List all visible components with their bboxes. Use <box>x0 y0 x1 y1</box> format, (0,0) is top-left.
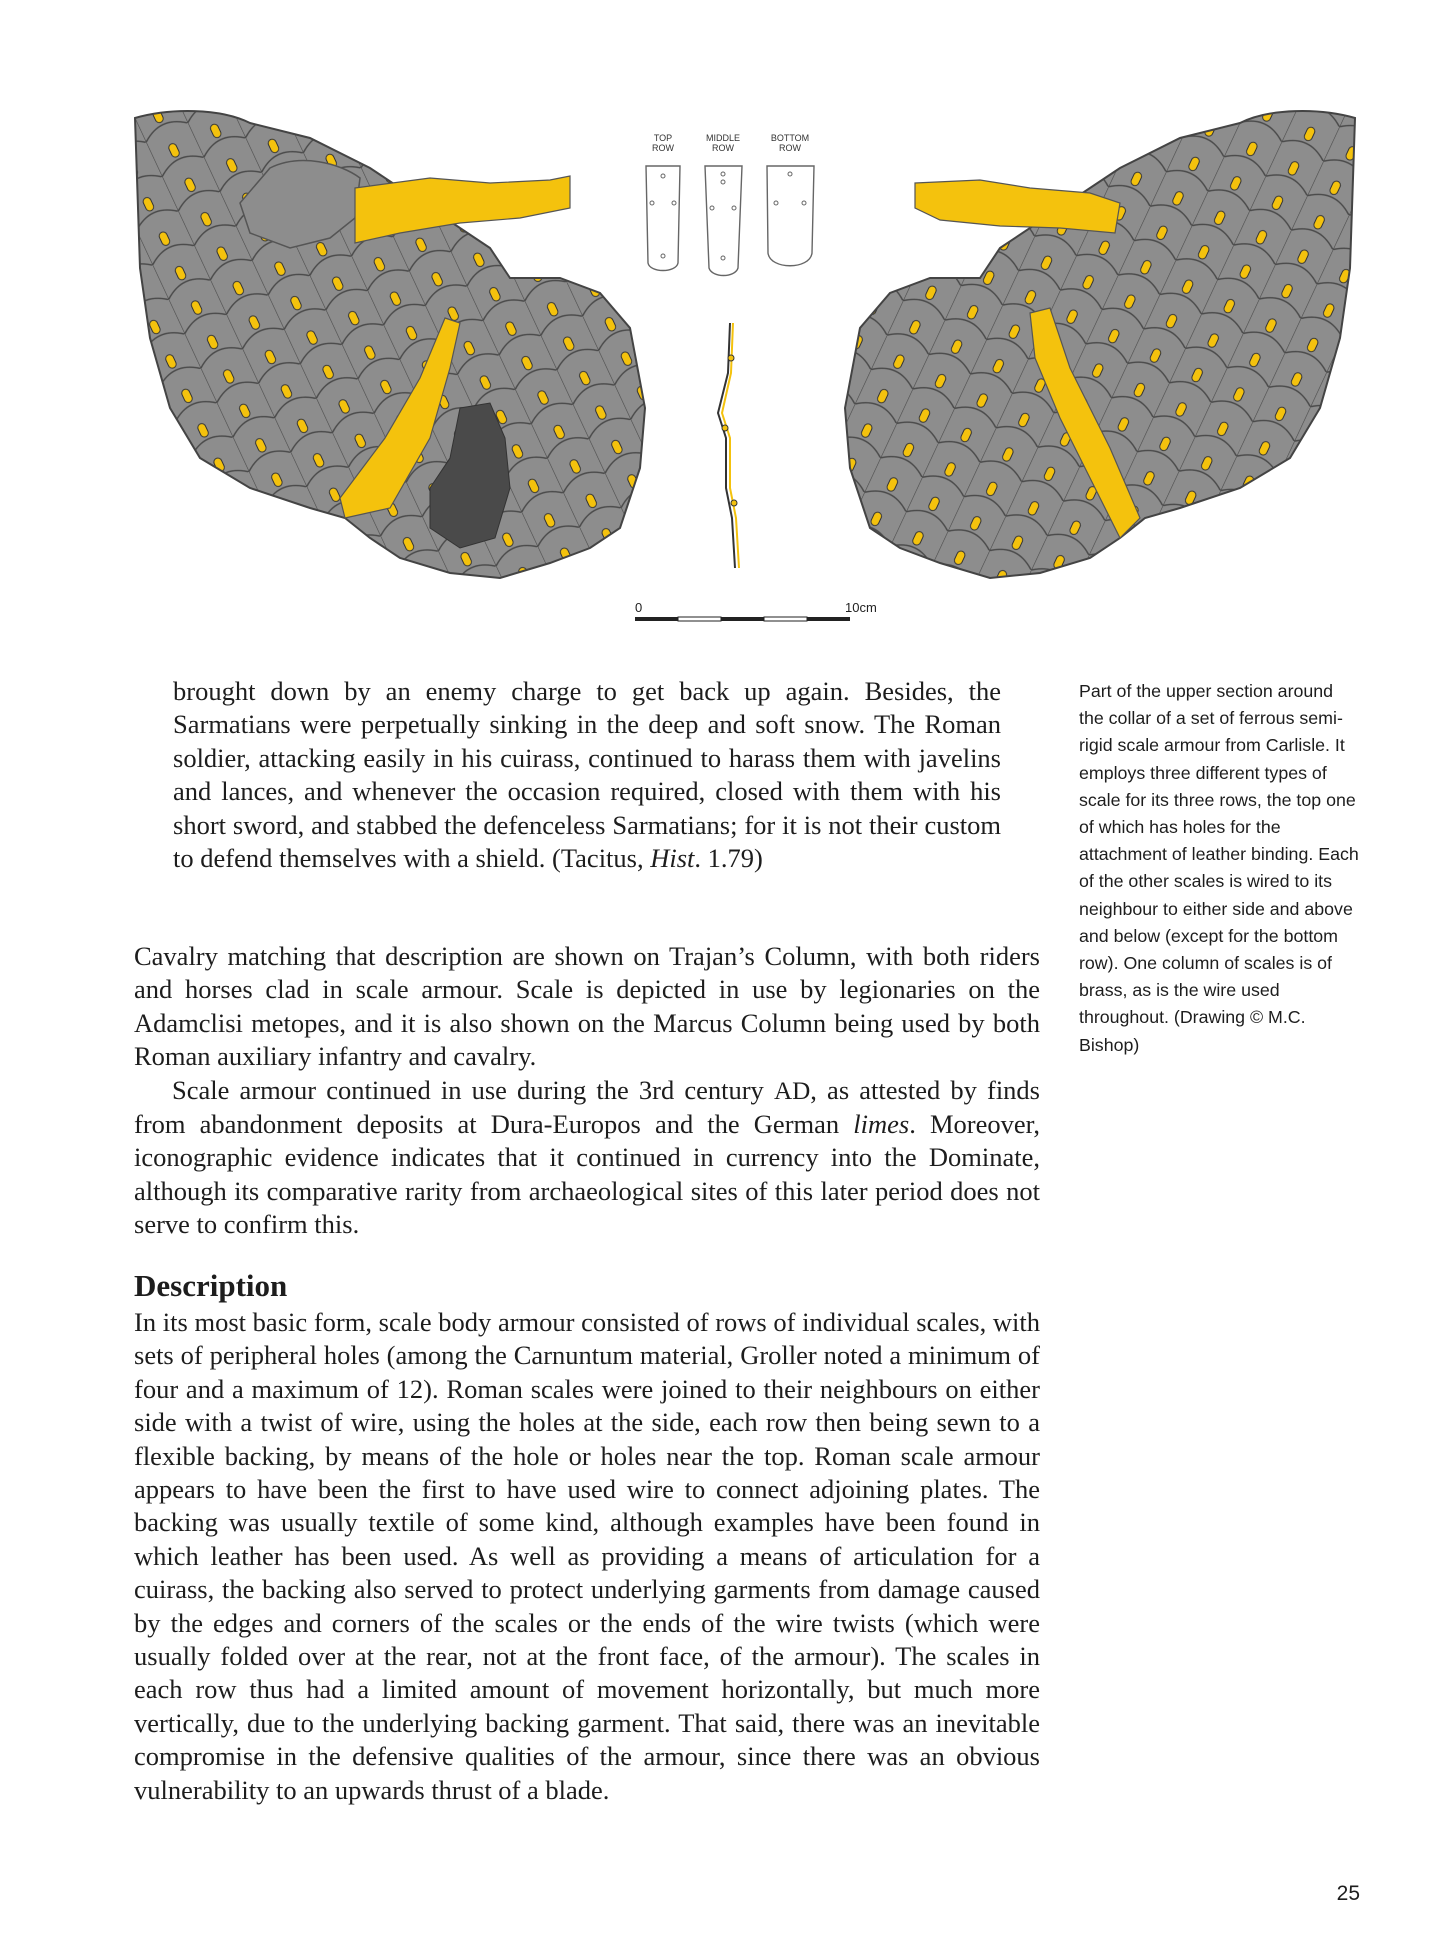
row-label-bottom-2: ROW <box>779 143 801 153</box>
caption-text: Part of the upper section around the collar of a set of ferrous semi-rigid scale armour from Carlisle. It employs three different types of scale for its three rows, the top one of which has holes for the attachment of leather binding. Each of the other scales is wired to its neighbour to either side and above and below (except for the bottom row). One column of scales is of brass, as is the wire used throughout. (Drawing © M.C. Bishop) <box>1079 681 1359 1055</box>
block-quote <box>173 675 1001 875</box>
scale-armour-drawing <box>130 108 1360 638</box>
page-number: 25 <box>1336 1882 1360 1905</box>
quote-paragraph <box>173 675 1001 875</box>
armour-profile <box>718 323 739 568</box>
quote-text: brought down by an enemy charge to get back up again. Besides, the Sarmatians were perpetually sinking in the deep and soft snow. The Roman soldier, attacking easily in his cuirass, continued to harass them with javelins and lances, and whenever the occasion required, closed with them with his short sword, and stabbed the defenceless Sarmatians; for it is not their custom to defend themselves with a shield. (Tacitus, <box>173 676 1001 874</box>
quote-reference: . 1.79) <box>694 843 763 874</box>
section-heading: Description <box>134 1268 288 1303</box>
quote-work-title: Hist <box>650 843 695 874</box>
row-label-middle-1: MIDDLE <box>705 133 741 143</box>
main-text <box>134 940 1040 1242</box>
row-label-middle-2: ROW <box>712 143 734 153</box>
scale-bar <box>635 600 877 621</box>
scale-types <box>646 133 814 276</box>
limes-term: limes <box>853 1109 910 1140</box>
row-label-top-1: TOP <box>653 133 673 143</box>
row-label-top-2: ROW <box>652 143 674 153</box>
paragraph-1: Cavalry matching that description are shown on Trajan’s Column, with both riders and horses clad in scale armour. Scale is depicted in use by legionaries on the Adamclisi metopes, and it is also shown on the Marcus Column being used by both Roman auxiliary infantry and cavalry. <box>134 941 1040 1072</box>
scale-bar-start: 0 <box>635 600 643 615</box>
right-armour-fragment <box>830 108 1360 588</box>
description-paragraph: In its most basic form, scale body armour consisted of rows of individual scales, with sets of peripheral holes (among the Carnuntum material, Groller noted a minimum of four and a maximum of 12). Roman scales were joined to their neighbours on either side with a twist of wire, using the holes at the side, each row then being sewn to a flexible backing, by means of the hole or holes near the top. Roman scale armour appears to have been the first to have used wire to connect adjoining plates. The backing was usually textile of some kind, although examples have been found in which leather has been used. As well as providing a means of articulation for a cuirass, the backing also served to protect underlying garments from damage caused by the edges and corners of the scales or the ends of the wire twists (which were usually folded over at the rear, not at the front face, of the armour). The scales in each row thus had a limited amount of movement horizontally, but much more vertically, due to the underlying backing garment. That said, there was an inevitable compromise in the defensive qualities of the armour, since there was an obvious vulnerability to an upwards thrust of a blade. <box>134 1307 1040 1805</box>
description-text <box>134 1306 1040 1807</box>
figure-caption <box>1079 678 1359 1059</box>
left-armour-fragment <box>130 108 650 588</box>
era-abbreviation: AD <box>773 1077 811 1105</box>
row-label-bottom-1: BOTTOM <box>770 133 810 143</box>
scale-bar-end: 10cm <box>845 600 877 615</box>
paragraph-2: Scale armour continued in use during the 3rd century AD, as attested by finds from abandonment deposits at Dura-Europos and the German limes. Moreover, iconographic evidence indicates that it continued in currency into the Dominate, although its comparative rarity from archaeological sites of this later period does not serve to confirm this. <box>134 1074 1040 1240</box>
